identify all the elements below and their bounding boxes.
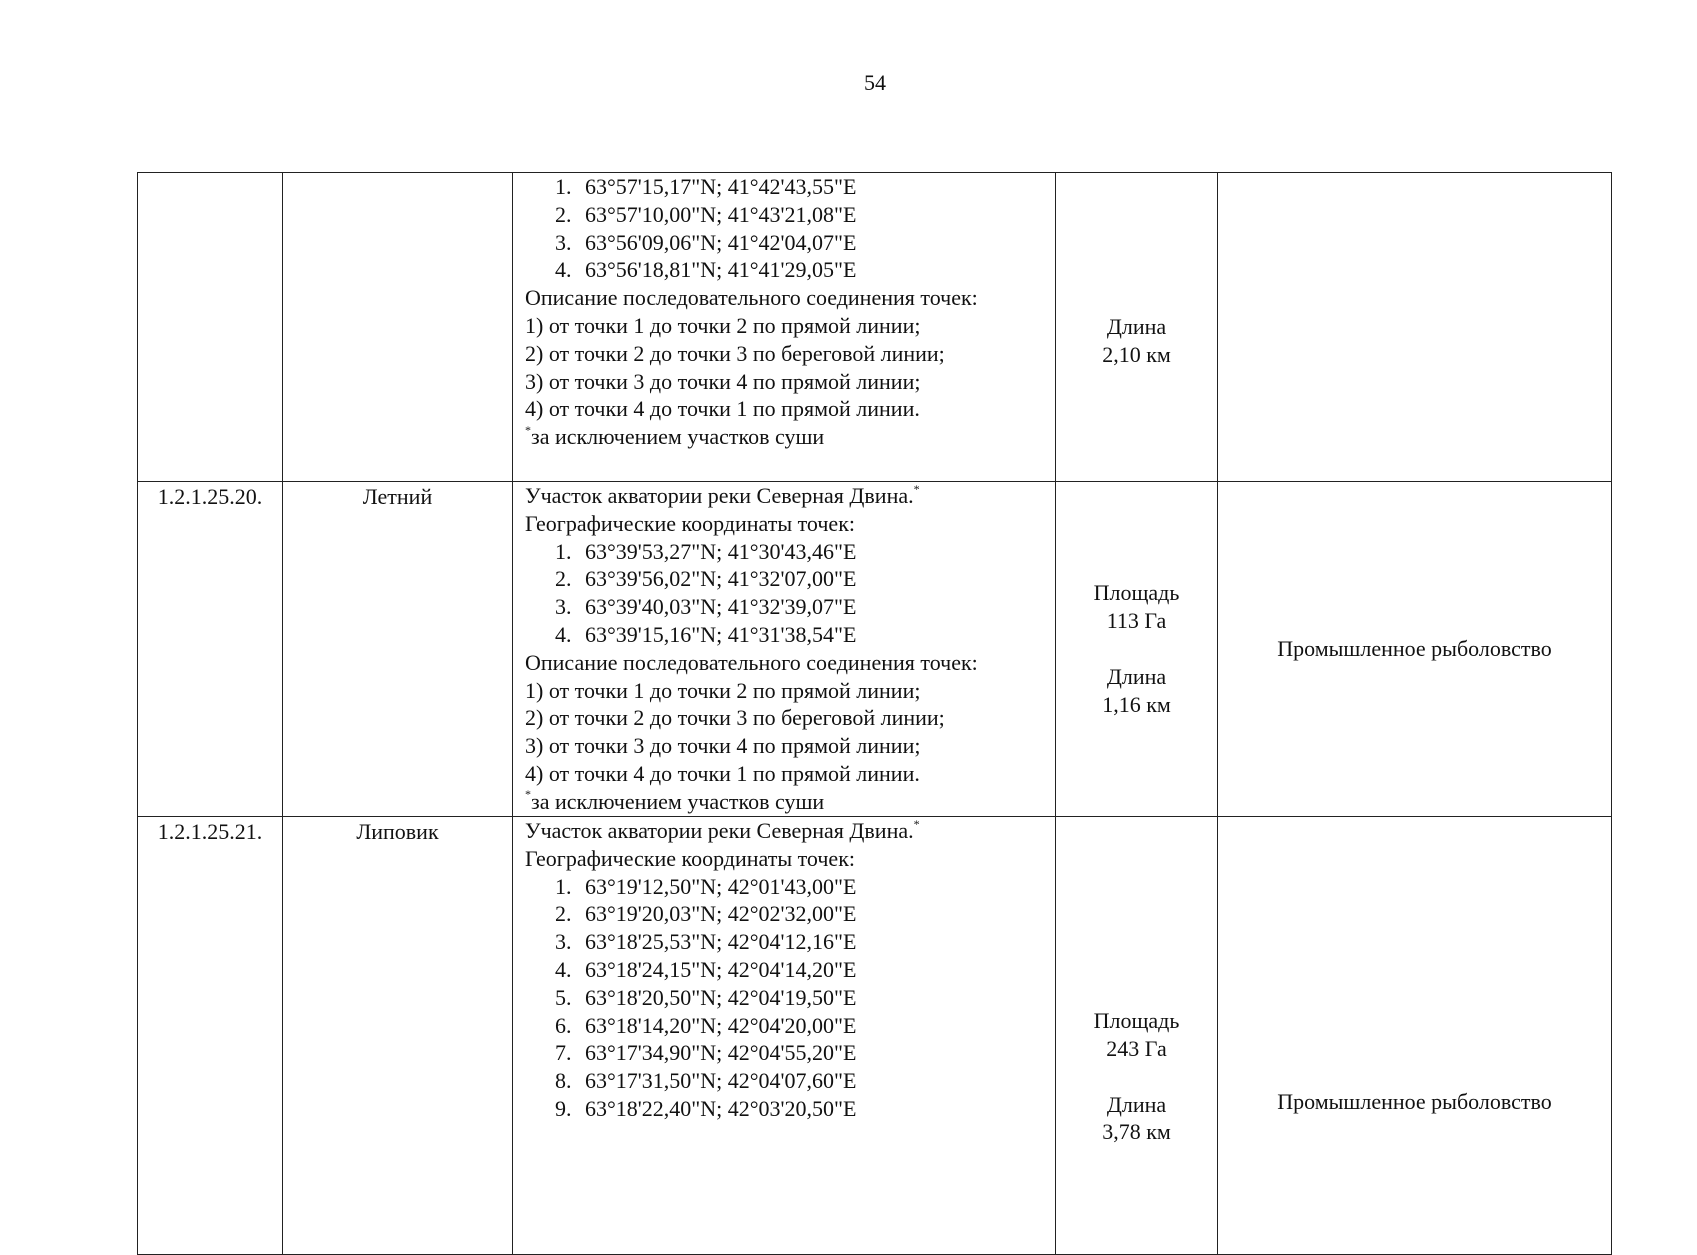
area-description-cell	[513, 817, 1056, 1255]
area-description-cell	[513, 173, 1056, 482]
coordinate-point: 4. 63°18'24,15"N; 42°04'14,20"E	[555, 956, 857, 982]
coordinate-point: 2. 63°19'20,03"N; 42°02'32,00"E	[555, 901, 857, 927]
area-name-cell: Летний	[283, 482, 513, 817]
area-label: Площадь	[1093, 580, 1180, 606]
footnote: *за исключением участков суши	[525, 422, 825, 450]
length-label: Длина	[1106, 664, 1167, 689]
usage-cell: Промышленное рыболовство	[1218, 482, 1612, 817]
footnote: *за исключением участков суши	[525, 787, 825, 814]
length-value: 1,16 км	[1102, 691, 1171, 717]
fishing-areas-table	[137, 172, 1612, 1255]
coordinate-point: 1. 63°39'53,27"N; 41°30'43,46"E	[555, 538, 857, 564]
coordinate-point: 1. 63°57'15,17"N; 41°42'43,55"E	[555, 174, 857, 199]
connection-step: 4) от точки 4 до точки 1 по прямой линии.	[525, 760, 920, 786]
area-measure-cell	[1056, 173, 1218, 482]
coordinate-point: 7. 63°17'34,90"N; 42°04'55,20"E	[555, 1040, 857, 1066]
length-label: Длина	[1106, 314, 1167, 340]
connection-step: 2) от точки 2 до точки 3 по береговой линии;	[525, 340, 945, 366]
usage-cell	[1218, 173, 1612, 482]
length-label: Длина	[1106, 1091, 1167, 1117]
coordinate-point: 6. 63°18'14,20"N; 42°04'20,00"E	[555, 1012, 857, 1038]
coordinate-point: 5. 63°18'20,50"N; 42°04'19,50"E	[555, 984, 857, 1010]
length-value: 3,78 км	[1102, 1119, 1171, 1145]
table-row	[138, 817, 1612, 1255]
area-value: 243 Га	[1106, 1035, 1167, 1061]
area-measure-cell	[1056, 817, 1218, 1255]
coordinate-point: 2. 63°39'56,02"N; 41°32'07,00"E	[555, 566, 857, 592]
area-name-cell: Липовик	[283, 817, 513, 1255]
coordinate-point: 2. 63°57'10,00"N; 41°43'21,08"E	[555, 201, 857, 227]
connection-step: 1) от точки 1 до точки 2 по прямой линии;	[525, 677, 921, 703]
area-description-cell	[513, 482, 1056, 817]
area-label: Площадь	[1093, 1007, 1180, 1033]
connection-step: 3) от точки 3 до точки 4 по прямой линии;	[525, 368, 921, 394]
connection-description-title: Описание последовательного соединения точек:	[525, 649, 978, 675]
coordinate-point: 4. 63°39'15,16"N; 41°31'38,54"E	[555, 621, 857, 647]
length-value: 2,10 км	[1102, 342, 1171, 367]
coordinate-point: 8. 63°17'31,50"N; 42°04'07,60"E	[555, 1068, 857, 1094]
area-number-cell	[138, 173, 283, 482]
page-number: 54	[864, 70, 886, 95]
area-name-cell	[283, 173, 513, 482]
coordinate-point: 3. 63°18'25,53"N; 42°04'12,16"E	[555, 929, 857, 955]
table-row	[138, 482, 1612, 817]
coordinate-point: 1. 63°19'12,50"N; 42°01'43,00"E	[555, 873, 857, 899]
coordinates-title: Географические координаты точек:	[525, 510, 855, 536]
area-number-cell: 1.2.1.25.20.	[138, 482, 283, 817]
table-row	[138, 173, 1612, 482]
coordinates-title: Географические координаты точек:	[525, 845, 855, 871]
coordinate-point: 3. 63°56'09,06"N; 41°42'04,07"E	[555, 229, 857, 255]
usage-cell: Промышленное рыболовство	[1218, 817, 1612, 1255]
connection-step: 4) от точки 4 до точки 1 по прямой линии.	[525, 396, 920, 422]
area-number-cell: 1.2.1.25.21.	[138, 817, 283, 1255]
coordinate-point: 3. 63°39'40,03"N; 41°32'39,07"E	[555, 594, 857, 620]
area-value: 113 Га	[1106, 608, 1167, 634]
connection-description-title: Описание последовательного соединения точек:	[525, 285, 978, 311]
connection-step: 1) от точки 1 до точки 2 по прямой линии;	[525, 312, 921, 338]
area-measure-cell	[1056, 482, 1218, 817]
connection-step: 3) от точки 3 до точки 4 по прямой линии;	[525, 733, 921, 759]
connection-step: 2) от точки 2 до точки 3 по береговой линии;	[525, 705, 945, 731]
coordinate-point: 4. 63°56'18,81"N; 41°41'29,05"E	[555, 257, 857, 283]
area-intro: Участок акватории реки Северная Двина.*	[525, 481, 920, 508]
area-intro: Участок акватории реки Северная Двина.*	[525, 816, 920, 843]
coordinate-point: 9. 63°18'22,40"N; 42°03'20,50"E	[555, 1095, 857, 1121]
